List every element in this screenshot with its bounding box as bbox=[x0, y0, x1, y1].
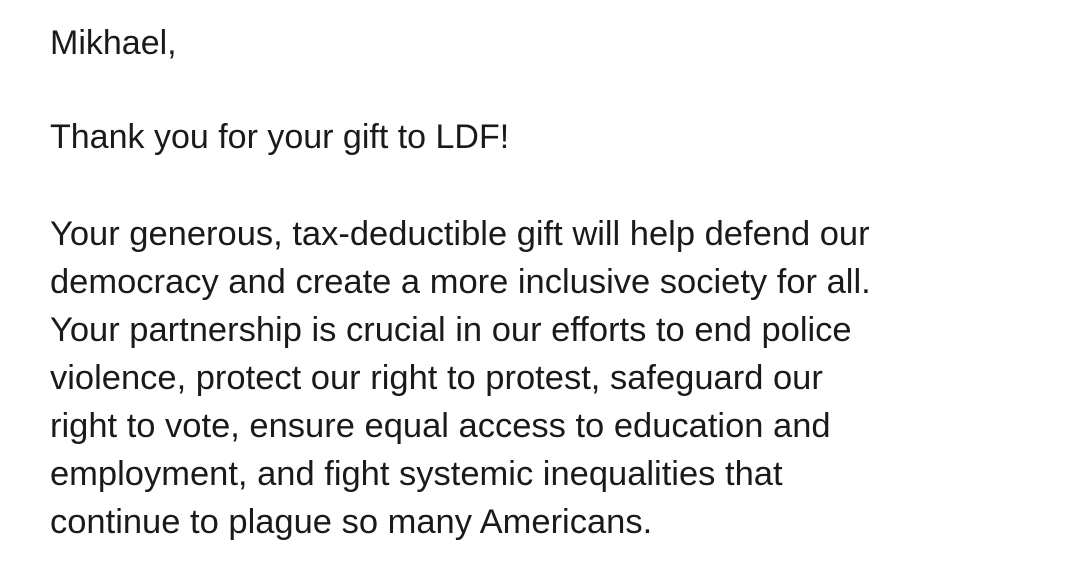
paragraph-line: Your generous, tax-deductible gift will help defend our bbox=[50, 215, 870, 253]
paragraph-line: employment, and fight systemic inequalities that bbox=[50, 455, 783, 493]
paragraph-line: Your partnership is crucial in our efforts to end police bbox=[50, 311, 852, 349]
paragraph-line: democracy and create a more inclusive society for all. bbox=[50, 263, 871, 301]
thank-you-line: Thank you for your gift to LDF! bbox=[50, 118, 510, 156]
greeting: Mikhael, bbox=[50, 24, 177, 62]
paragraph-line: right to vote, ensure equal access to education and bbox=[50, 407, 831, 445]
paragraph-line: continue to plague so many Americans. bbox=[50, 503, 653, 541]
letter-paragraph bbox=[50, 210, 871, 546]
paragraph-line: violence, protect our right to protest, safeguard our bbox=[50, 359, 823, 397]
